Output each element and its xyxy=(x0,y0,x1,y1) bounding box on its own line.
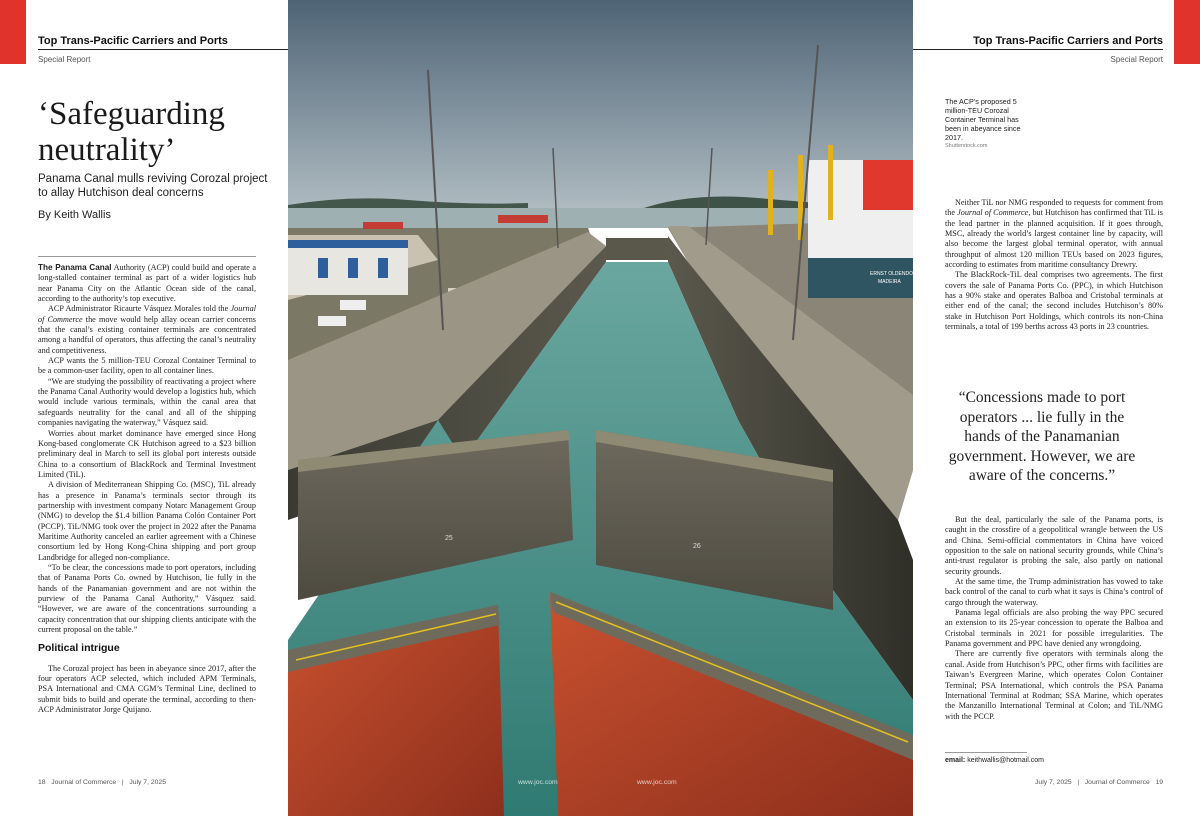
ship-name: ERNST OLDENDORFF xyxy=(870,271,923,277)
warehouse-roofline xyxy=(288,240,408,248)
gate-number-26: 26 xyxy=(693,543,701,550)
ship-port: MADEIRA xyxy=(878,279,901,285)
article-byline: By Keith Wallis xyxy=(38,209,111,221)
footer-left xyxy=(38,779,166,786)
warehouse-door xyxy=(318,258,328,278)
paragraph-1 xyxy=(38,263,256,304)
running-rule-left xyxy=(38,49,288,50)
canal-lock-photo xyxy=(288,0,923,816)
author-email xyxy=(945,757,1044,764)
ship-bridge-red xyxy=(863,160,913,210)
right-paragraph-6: There are currently five operators with terminals along the canal. Aside from Hutchison’s PPC, other firms with facilities are Taiwan’s Evergreen Marine, which operates Colon Container Terminal; PSA International, which controls the PSA Panama International Terminal at Rodman; SSA Marine, which operates the Manzanillo International Terminal at Colon; and TiL/NMG with the PCCP. xyxy=(945,649,1163,721)
running-head-left: Top Trans-Pacific Carriers and Ports xyxy=(38,35,228,47)
footer-url-left[interactable]: www.joc.com xyxy=(518,779,558,786)
paragraph-7: “To be clear, the concessions made to port operators, including that of Panama Ports Co. owned by Hutchison, lie fully in the hands of the Panamanian government and are not within the purview of the Panama Canal Authority,” Vásquez said. “However, we are aware of the concentrations surrounding a capacity concentration that our shipping clients anticipate with the current proposal on the table.” xyxy=(38,562,256,635)
right-paragraph-1-text-b: , but Hutchison has confirmed that TiL is the lead partner in the planned acquisition. If it goes through, MSC, already the world’s largest container line by capacity, will also become the largest global terminal operator, with annual throughput of almost 120 million TEUs based on 2023 figures, according to estimates from maritime consultancy Drewry. xyxy=(945,208,1163,270)
right-paragraph-4: At the same time, the Trump administration has vowed to take back control of the canal to curb what it says is China’s control of cargo through the waterway. xyxy=(945,577,1163,607)
gate-number-25: 25 xyxy=(445,535,453,542)
email-label: email: xyxy=(945,757,966,764)
email-address[interactable]: keithwallis@hotmail.com xyxy=(967,757,1044,764)
footer-separator-left: | xyxy=(121,779,124,786)
right-paragraph-1 xyxy=(945,198,1163,270)
pickup-truck xyxy=(318,316,346,326)
section-label-left: Special Report xyxy=(38,55,91,64)
warehouse-door xyxy=(378,258,388,278)
page-number-right: 19 xyxy=(1155,779,1163,786)
page-number-left: 18 xyxy=(38,779,46,786)
right-paragraph-5: Panama legal officials are also probing the way PPC secured an extension to its 25-year concession to operate the Balboa and Cristobal terminals in 2021 for possible irregularities. The Panama government and PPC have denied any wrongdoing. xyxy=(945,608,1163,649)
article-deck: Panama Canal mulls reviving Corozal project to allay Hutchison deal concerns xyxy=(38,173,268,199)
paragraph-2-text-b: the move would help allay ocean carrier concerns that the canal’s existing container terminals are concentrated among a handful of operators, thus affecting the canal’s neutrality and competitiveness. xyxy=(38,314,256,355)
publication-name: Journal of Commerce xyxy=(38,304,256,324)
email-rule xyxy=(945,752,1027,753)
running-head-right: Top Trans-Pacific Carriers and Ports xyxy=(973,35,1163,47)
footer-date-right: July 7, 2025 xyxy=(1035,779,1072,786)
subhead-political-intrigue: Political intrigue xyxy=(38,642,120,655)
paragraph-3: ACP wants the 5 million-TEU Corozal Container Terminal to be a common-user facility, open to all container lines. xyxy=(38,356,256,376)
article-headline: ‘Safeguarding neutrality’ xyxy=(38,96,225,168)
right-paragraph-2: The BlackRock-TiL deal comprises two agreements. The first covers the sale of Panama Ports Co. (PPC), in which Hutchison has a 90% stake and operates Balboa and Cristobal terminals at either end of the canal; the second includes Hutchison’s 80% stake in Hutchison Port Holdings, which controls its non-China terminals, a total of 199 berths across 43 ports in 23 countries. xyxy=(945,270,1163,332)
pull-quote: “Concessions made to port operators ... lie fully in the hands of the Panamanian government. However, we are aware of the concerns.” xyxy=(948,389,1136,484)
running-rule-right xyxy=(913,49,1163,50)
warehouse-door xyxy=(348,258,358,278)
crane-yellow xyxy=(828,145,833,220)
right-paragraph-3: But the deal, particularly the sale of the Panama ports, is caught in the crossfire of a geopolitical wrangle between the US and China. Semi-official commentators in China have voiced opposition to the sale on national security grounds, while China’s anti-trust regulator is probing the sale, also partly on national security grounds. xyxy=(945,515,1163,576)
red-roof-building xyxy=(498,215,548,223)
far-lock-gate xyxy=(606,238,668,260)
red-corner-tab-right xyxy=(1174,0,1200,64)
red-corner-tab-left xyxy=(0,0,26,64)
photo-caption-text: The ACP’s proposed 5 million-TEU Corozal Container Terminal has been in abeyance since 2017. xyxy=(945,97,1021,142)
paragraph-2-text-a: ACP Administrator Ricaurte Vásquez Morales told the xyxy=(48,304,231,314)
ship-hull xyxy=(808,258,913,298)
publication-name: Journal of Commerce xyxy=(957,208,1029,218)
paragraph-8: The Corozal project has been in abeyance since 2017, after the four operators ACP selected, which included APM Terminals, PSA International and CMA CGM’s Terminal Line, declined to submit bids to build and operate the terminal, according to then-ACP Administrator Jorge Quijano. xyxy=(38,663,256,715)
photo-caption xyxy=(945,97,1027,151)
paragraph-6: A division of Mediterranean Shipping Co. (MSC), TiL already has a presence in Panama’s terminals sector through its partnership with investment company Notarc Management Group (NMG) to develop the $1.4 billion Panama Colón Container Port (PCCP). TiL/NMG took over the project in 2022 after the Panama Maritime Authority canceled an earlier agreement with a Chinese consortium led by Hong Kong-China shipping and port group Landbridge for alleged non-compliance. xyxy=(38,480,256,562)
body-column-right-bottom xyxy=(945,515,1163,722)
byline-rule xyxy=(38,256,256,257)
footer-separator-right: | xyxy=(1077,779,1080,786)
footer-url-right[interactable]: www.joc.com xyxy=(637,779,677,786)
photo-credit: Shutterstock.com xyxy=(945,143,988,149)
crane-yellow xyxy=(768,170,773,235)
footer-publication-left: Journal of Commerce xyxy=(51,779,117,786)
paragraph-4: “We are studying the possibility of reactivating a project where the Panama Canal Authority would develop a logistics hub, which would include various terminals, within the canal area that safeguards neutrality for the canal and all of the shipping companies navigating the waterway,” Vásquez said. xyxy=(38,376,256,428)
footer-publication-right: Journal of Commerce xyxy=(1084,779,1150,786)
body-column-right-top xyxy=(945,198,1163,332)
section-label-right: Special Report xyxy=(1110,55,1163,64)
lead-in: The Panama Canal xyxy=(38,263,112,272)
pickup-truck xyxy=(340,300,366,310)
right-paragraph-1-text-a: Neither TiL nor NMG responded to requests for comment from the xyxy=(945,198,1163,218)
red-roof-building xyxy=(363,222,403,229)
footer-date-left: July 7, 2025 xyxy=(129,779,166,786)
paragraph-5: Worries about market dominance have emerged since Hong Kong-based conglomerate CK Hutchison agreed to a $23 billion preliminary deal in March to sell its global port interests outside China to a consortium of BlackRock and Terminal Investment Limited (TiL). xyxy=(38,428,256,479)
body-column-left xyxy=(38,263,256,715)
footer-right xyxy=(1035,779,1163,786)
paragraph-1-text: Authority (ACP) could build and operate a long-stalled container terminal as part of a wider logistics hub near Panama City on the Atlantic Ocean side of the canal, according to the authority’s top executive. xyxy=(38,263,256,304)
paragraph-2 xyxy=(38,304,256,356)
